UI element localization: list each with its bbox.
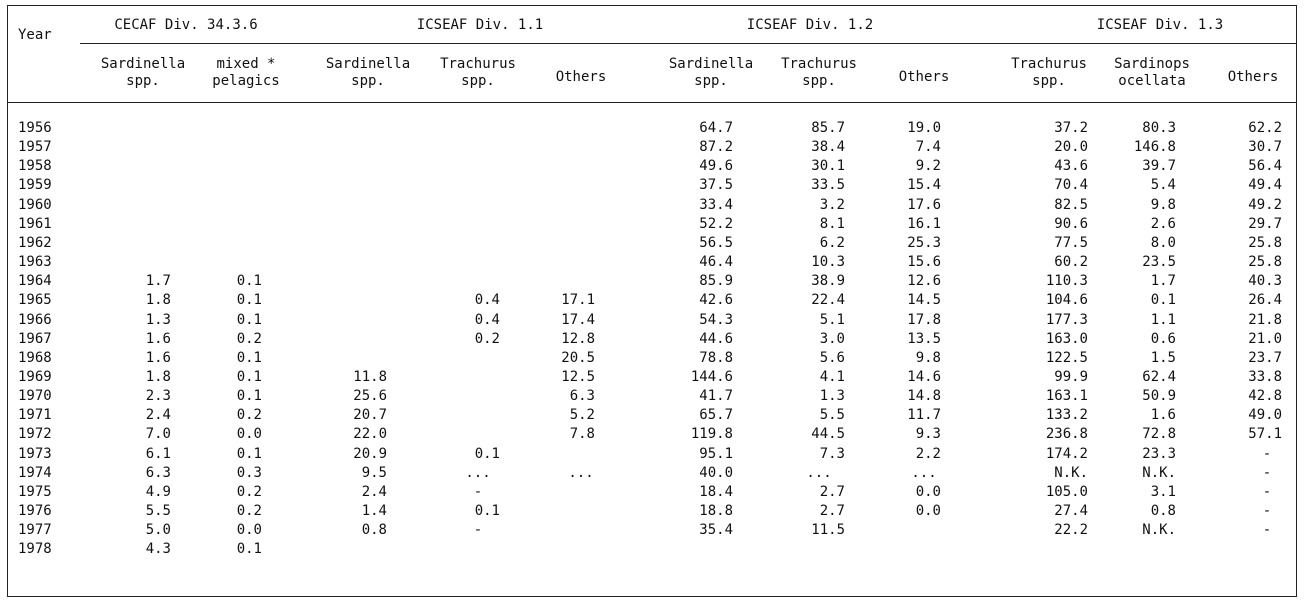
table-cell: 1.7	[145, 273, 171, 290]
table-cell: 56.4	[1248, 158, 1282, 175]
table-cell: N.K.	[1054, 464, 1088, 481]
table-cell: 25.6	[353, 388, 387, 405]
table-cell: 133.2	[1045, 407, 1088, 424]
table-cell: -	[1262, 445, 1272, 462]
table-cell: -	[473, 522, 483, 539]
group-header: ICSEAF Div. 1.3	[1096, 17, 1224, 33]
table-cell: 2.4	[361, 483, 387, 500]
table-cell: 0.2	[236, 407, 262, 424]
year-cell: 1974	[18, 464, 52, 481]
table-cell: 104.6	[1045, 292, 1088, 309]
table-cell: 0.1	[236, 311, 262, 328]
year-cell: 1961	[18, 215, 52, 232]
table-cell: 0.1	[1150, 292, 1176, 309]
table-cell: 7.3	[819, 445, 845, 462]
table-cell: 18.4	[699, 483, 733, 500]
table-cell: 0.2	[236, 330, 262, 347]
table-cell: 40.3	[1248, 273, 1282, 290]
table-cell: 0.1	[236, 541, 262, 558]
year-cell: 1966	[18, 311, 52, 328]
table-cell: 26.4	[1248, 292, 1282, 309]
table-cell: 38.9	[811, 273, 845, 290]
table-cell: 0.4	[474, 311, 500, 328]
table-cell: 19.0	[907, 120, 941, 136]
table-cell: 95.1	[699, 445, 733, 462]
table-cell: 82.5	[1054, 196, 1088, 213]
table-cell: 17.6	[907, 196, 941, 213]
table-cell: 4.9	[145, 483, 171, 500]
table-cell: 27.4	[1054, 503, 1088, 519]
table-cell: 6.1	[145, 445, 171, 462]
table-cell: 25.8	[1248, 254, 1282, 270]
table-cell: -	[1262, 503, 1272, 519]
table-cell: 0.2	[236, 483, 262, 500]
table-cell: 99.9	[1054, 368, 1088, 385]
year-cell: 1958	[18, 158, 52, 175]
year-cell: 1962	[18, 234, 52, 251]
table-cell: 17.4	[561, 311, 595, 328]
table-cell: 7.4	[915, 139, 941, 156]
table-cell: 1.6	[145, 349, 171, 366]
table-cell: 49.6	[699, 158, 733, 175]
year-cell: 1977	[18, 522, 52, 539]
table-cell: 40.0	[699, 464, 733, 481]
table-cell: 0.1	[236, 368, 262, 385]
table-cell: 20.0	[1054, 139, 1088, 156]
table-cell: 43.6	[1054, 158, 1088, 175]
header-bottom-rule	[8, 102, 1297, 103]
table-cell: 0.0	[915, 483, 941, 500]
table-cell: 2.6	[1150, 215, 1176, 232]
table-cell: 77.5	[1054, 234, 1088, 251]
table-cell: 2.3	[145, 388, 171, 405]
table-cell: 119.8	[690, 426, 733, 443]
table-cell: 25.3	[907, 234, 941, 251]
table-cell: 1.5	[1150, 349, 1176, 366]
table-cell: 49.0	[1248, 407, 1282, 424]
table-cell: 52.2	[699, 215, 733, 232]
table-cell: 3.1	[1150, 483, 1176, 500]
table-cell: 22.4	[811, 292, 845, 309]
table-cell: 163.1	[1045, 388, 1088, 405]
table-cell: 0.0	[236, 522, 262, 539]
table-cell: 5.4	[1150, 177, 1176, 194]
table-cell: 0.1	[474, 503, 500, 519]
table-cell: 8.0	[1150, 234, 1176, 251]
table-cell: 2.7	[819, 503, 845, 519]
table-cell: 17.1	[561, 292, 595, 309]
table-cell: 22.0	[353, 426, 387, 443]
table-cell: 72.8	[1142, 426, 1176, 443]
table-cell: 144.6	[690, 368, 733, 385]
table-cell: 0.2	[236, 503, 262, 519]
table-cell: 62.4	[1142, 368, 1176, 385]
table-cell: 0.1	[236, 349, 262, 366]
year-cell: 1957	[18, 139, 52, 156]
table-cell: 33.8	[1248, 368, 1282, 385]
table-cell: 17.8	[907, 311, 941, 328]
table-cell: 105.0	[1045, 483, 1088, 500]
table-cell: 1.1	[1150, 311, 1176, 328]
year-cell: 1976	[18, 503, 52, 519]
year-cell: 1968	[18, 349, 52, 366]
year-cell: 1967	[18, 330, 52, 347]
table-cell: 0.6	[1150, 330, 1176, 347]
table-cell: 22.2	[1054, 522, 1088, 539]
table-cell: 0.0	[915, 503, 941, 519]
year-cell: 1978	[18, 541, 52, 558]
table-cell: 14.8	[907, 388, 941, 405]
table-cell: 11.7	[907, 407, 941, 424]
table-cell: 23.5	[1142, 254, 1176, 270]
table-cell: 0.1	[474, 445, 500, 462]
column-header-line2: spp.	[351, 73, 385, 89]
table-cell: 8.1	[819, 215, 845, 232]
column-header-line1: Sardinella	[325, 56, 411, 72]
column-header-line2: spp.	[126, 73, 160, 89]
table-cell: 0.1	[236, 388, 262, 405]
table-cell: 16.1	[907, 215, 941, 232]
table-cell: 20.7	[353, 407, 387, 424]
column-header-line1: Sardinella	[100, 56, 186, 72]
column-header-line2: ocellata	[1118, 73, 1186, 89]
table-cell: 0.8	[1150, 503, 1176, 519]
table-cell: 49.4	[1248, 177, 1282, 194]
table-cell: 25.8	[1248, 234, 1282, 251]
year-cell: 1971	[18, 407, 52, 424]
table-cell: 1.6	[1150, 407, 1176, 424]
table-cell: 21.0	[1248, 330, 1282, 347]
table-cell: 85.9	[699, 273, 733, 290]
column-header-line2: pelagics	[212, 73, 280, 89]
column-header-line1: Trachurus	[781, 56, 857, 72]
table-cell: 12.8	[561, 330, 595, 347]
table-cell: 54.3	[699, 311, 733, 328]
table-cell: 23.7	[1248, 349, 1282, 366]
year-cell: 1972	[18, 426, 52, 443]
table-cell: 5.0	[145, 522, 171, 539]
table-cell: 15.4	[907, 177, 941, 194]
table-cell: 80.3	[1142, 120, 1176, 136]
year-cell: 1975	[18, 483, 52, 500]
group-header-rule	[80, 43, 1297, 44]
table-cell: -	[1262, 483, 1272, 500]
table-cell: 1.3	[819, 388, 845, 405]
column-header-line2: spp.	[461, 73, 495, 89]
table-cell: ...	[568, 464, 594, 481]
table-cell: 1.6	[145, 330, 171, 347]
column-header-line1: mixed *	[216, 56, 276, 72]
table-cell: 0.2	[474, 330, 500, 347]
table-cell: ...	[806, 464, 832, 481]
table-cell: 78.8	[699, 349, 733, 366]
table-cell: 50.9	[1142, 388, 1176, 405]
table-cell: 163.0	[1045, 330, 1088, 347]
column-header-line1: Others	[1227, 69, 1279, 85]
table-cell: 12.5	[561, 368, 595, 385]
table-cell: 1.8	[145, 368, 171, 385]
table-cell: 30.1	[811, 158, 845, 175]
column-header-line1: Sardinops	[1114, 56, 1190, 72]
table-cell: 2.4	[145, 407, 171, 424]
year-cell: 1973	[18, 445, 52, 462]
table-cell: 2.2	[915, 445, 941, 462]
table-cell: 64.7	[699, 120, 733, 136]
table-cell: 1.4	[361, 503, 387, 519]
column-header-line1: Sardinella	[668, 56, 754, 72]
group-header: ICSEAF Div. 1.2	[746, 17, 874, 33]
group-header: ICSEAF Div. 1.1	[416, 17, 544, 33]
table-cell: 39.7	[1142, 158, 1176, 175]
table-cell: 44.5	[811, 426, 845, 443]
table-cell: 2.7	[819, 483, 845, 500]
table-cell: 0.1	[236, 273, 262, 290]
year-cell: 1956	[18, 120, 52, 136]
year-cell: 1969	[18, 368, 52, 385]
table-cell: 65.7	[699, 407, 733, 424]
table-cell: 23.3	[1142, 445, 1176, 462]
year-cell: 1959	[18, 177, 52, 194]
table-cell: 6.3	[145, 464, 171, 481]
table-cell: 18.8	[699, 503, 733, 519]
table-cell: 49.2	[1248, 196, 1282, 213]
year-cell: 1960	[18, 196, 52, 213]
column-header-line2: spp.	[802, 73, 836, 89]
table-cell: 14.5	[907, 292, 941, 309]
table-cell: N.K.	[1142, 464, 1176, 481]
table-cell: 9.8	[1150, 196, 1176, 213]
column-header-line1: Trachurus	[440, 56, 516, 72]
table-cell: -	[1262, 522, 1272, 539]
table-cell: 4.1	[819, 368, 845, 385]
year-cell: 1965	[18, 292, 52, 309]
table-cell: 60.2	[1054, 254, 1088, 270]
table-cell: 3.0	[819, 330, 845, 347]
table-cell: 33.4	[699, 196, 733, 213]
table-cell: 14.6	[907, 368, 941, 385]
table-cell: 41.7	[699, 388, 733, 405]
table-cell: 46.4	[699, 254, 733, 270]
table-cell: 7.8	[569, 426, 595, 443]
table-cell: 15.6	[907, 254, 941, 270]
table-cell: 12.6	[907, 273, 941, 290]
table-cell: 56.5	[699, 234, 733, 251]
year-cell: 1970	[18, 388, 52, 405]
table-cell: 3.2	[819, 196, 845, 213]
table-cell: 13.5	[907, 330, 941, 347]
table-cell: 37.5	[699, 177, 733, 194]
table-cell: 37.2	[1054, 120, 1088, 136]
table-cell: 57.1	[1248, 426, 1282, 443]
column-header-line2: spp.	[1032, 73, 1066, 89]
table-cell: 5.5	[145, 503, 171, 519]
table-cell: 9.8	[915, 349, 941, 366]
table-cell: ...	[465, 464, 491, 481]
table-cell: 85.7	[811, 120, 845, 136]
table-cell: 5.2	[569, 407, 595, 424]
table-cell: 5.1	[819, 311, 845, 328]
table-cell: 146.8	[1133, 139, 1176, 156]
table-cell: 0.8	[361, 522, 387, 539]
table-cell: 6.3	[569, 388, 595, 405]
table-cell: 70.4	[1054, 177, 1088, 194]
table-cell: 9.3	[915, 426, 941, 443]
table-cell: 35.4	[699, 522, 733, 539]
corner-header: Year	[18, 27, 52, 43]
table-cell: 11.8	[353, 368, 387, 385]
column-header-line1: Trachurus	[1011, 56, 1087, 72]
table-cell: 5.5	[819, 407, 845, 424]
table-cell: 5.6	[819, 349, 845, 366]
table-cell: 0.3	[236, 464, 262, 481]
table-cell: 10.3	[811, 254, 845, 270]
table-cell: 7.0	[145, 426, 171, 443]
column-header-line1: Others	[898, 69, 950, 85]
table-cell: N.K.	[1142, 522, 1176, 539]
table-cell: 90.6	[1054, 215, 1088, 232]
table-cell: 0.1	[236, 292, 262, 309]
table-cell: 0.1	[236, 445, 262, 462]
table-cell: 4.3	[145, 541, 171, 558]
table-cell: -	[473, 483, 483, 500]
table-cell: 122.5	[1045, 349, 1088, 366]
table-cell: 20.9	[353, 445, 387, 462]
table-cell: 44.6	[699, 330, 733, 347]
table-cell: 9.5	[361, 464, 387, 481]
table-cell: 9.2	[915, 158, 941, 175]
table-cell: 0.0	[236, 426, 262, 443]
group-header: CECAF Div. 34.3.6	[114, 17, 258, 33]
table-cell: 6.2	[819, 234, 845, 251]
table-cell: 177.3	[1045, 311, 1088, 328]
year-cell: 1964	[18, 273, 52, 290]
table-cell: 11.5	[811, 522, 845, 539]
column-header-line1: Others	[555, 69, 607, 85]
table-cell: 62.2	[1248, 120, 1282, 136]
table-cell: 1.3	[145, 311, 171, 328]
table-cell: 38.4	[811, 139, 845, 156]
table-cell: 29.7	[1248, 215, 1282, 232]
table-cell: -	[1262, 464, 1272, 481]
table-cell: 42.8	[1248, 388, 1282, 405]
column-header-line2: spp.	[694, 73, 728, 89]
table-cell: 21.8	[1248, 311, 1282, 328]
table-cell: 30.7	[1248, 139, 1282, 156]
table-cell: 1.7	[1150, 273, 1176, 290]
table-cell: 42.6	[699, 292, 733, 309]
table-cell: 174.2	[1045, 445, 1088, 462]
table-cell: 20.5	[561, 349, 595, 366]
table-cell: 33.5	[811, 177, 845, 194]
table-cell: 87.2	[699, 139, 733, 156]
table-cell: 236.8	[1045, 426, 1088, 443]
table-cell: 0.4	[474, 292, 500, 309]
year-cell: 1963	[18, 254, 52, 270]
table-cell: 110.3	[1045, 273, 1088, 290]
table-cell: ...	[911, 464, 937, 481]
table-cell: 1.8	[145, 292, 171, 309]
